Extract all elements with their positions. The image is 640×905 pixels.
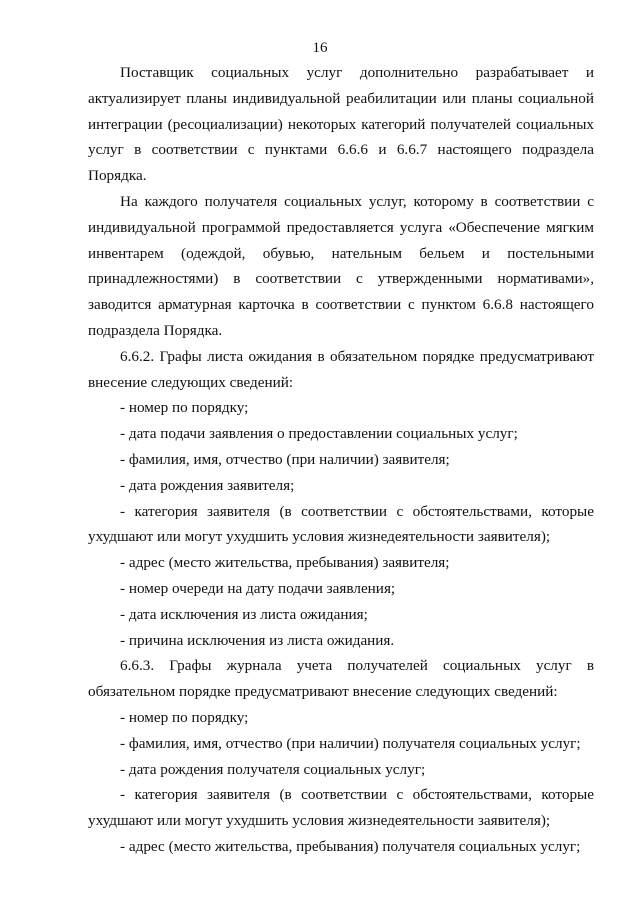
list-item: - адрес (место жительства, пребывания) получателя социальных услуг; — [120, 837, 581, 855]
paragraph-waiting-list-heading: 6.6.2. Графы листа ожидания в обязательном порядке предусматривают внесение следующих сведений: — [88, 347, 594, 391]
paragraph-rehabilitation-plans: Поставщик социальных услуг дополнительно разрабатывает и актуализирует планы индивидуальной реабилитации или планы социальной интеграции (ресоциализации) некоторых категорий получателей социальных услуг в соответствии с пунктами 6.6.6 и 6.6.7 настоящего подраздела Порядка. — [88, 64, 594, 185]
list-item: - категория заявителя (в соответствии с обстоятельствами, которые ухудшают или могут ухудшить условия жизнедеятельности заявителя); — [88, 502, 594, 546]
list-item: - номер по порядку; — [120, 708, 249, 726]
list-item: - причина исключения из листа ожидания. — [120, 631, 395, 649]
waiting-list-items — [88, 395, 594, 653]
list-item: - дата исключения из листа ожидания; — [120, 605, 368, 623]
paragraph-journal-heading: 6.6.3. Графы журнала учета получателей социальных услуг в обязательном порядке предусматривают внесение следующих сведений: — [88, 657, 594, 701]
list-item: - дата рождения заявителя; — [120, 476, 295, 494]
list-item: - фамилия, имя, отчество (при наличии) заявителя; — [120, 450, 450, 468]
paragraph-armature-card: На каждого получателя социальных услуг, которому в соответствии с индивидуальной программой предоставляется услуга «Обеспечение мягким инвентарем (одеждой, обувью, нательным бельем и постельными принадлежностями) в соответствии с утвержденными нормативами», заводится арматурная карточка в соответствии с пунктом 6.6.8 настоящего подраздела Порядка. — [88, 192, 594, 339]
list-item: - номер по порядку; — [120, 399, 249, 417]
list-item: - дата подачи заявления о предоставлении социальных услуг; — [120, 425, 518, 443]
list-item: - фамилия, имя, отчество (при наличии) получателя социальных услуг; — [120, 734, 581, 752]
journal-list-items — [88, 705, 594, 860]
page-number: 16 — [312, 40, 328, 56]
list-item: - адрес (место жительства, пребывания) заявителя; — [120, 554, 450, 572]
list-item: - дата рождения получателя социальных услуг; — [120, 760, 426, 778]
document-body — [88, 60, 594, 860]
list-item: - номер очереди на дату подачи заявления; — [120, 579, 396, 597]
list-item: - категория заявителя (в соответствии с обстоятельствами, которые ухудшают или могут ухудшить условия жизнедеятельности заявителя); — [88, 786, 594, 830]
